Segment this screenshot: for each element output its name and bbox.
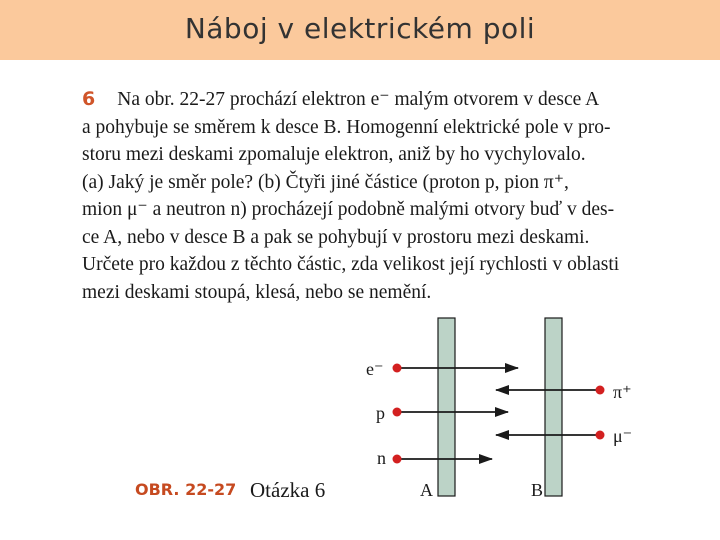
electron-label: e⁻	[366, 359, 384, 379]
pion-dot	[596, 386, 605, 395]
plate-a	[438, 318, 455, 496]
problem-line-4: (a) Jaký je směr pole? (b) Čtyři jiné částice (proton p, pion π⁺,	[82, 171, 569, 193]
plate-a-label: A	[420, 480, 433, 500]
pion-label: π⁺	[613, 382, 632, 402]
muon-label: μ⁻	[613, 426, 633, 446]
neutron-dot	[393, 455, 402, 464]
muon-dot	[596, 431, 605, 440]
problem-line-8: mezi deskami stoupá, klesá, nebo se nemění.	[82, 281, 432, 303]
problem-line-2: a pohybuje se směrem k desce B. Homogenní elektrické pole v pro-	[82, 116, 611, 138]
figure-label: OBR. 22-27	[135, 480, 237, 499]
problem-line-3: storu mezi deskami zpomaluje elektron, aniž by ho vychylovalo.	[82, 144, 586, 165]
figure-caption: Otázka 6	[250, 478, 326, 502]
problem-line-7: Určete pro každou z těchto částic, zda velikost její rychlosti v oblasti	[82, 254, 620, 275]
neutron-label: n	[377, 448, 386, 468]
proton-dot	[393, 408, 402, 417]
electron-dot	[393, 364, 402, 373]
plate-b	[545, 318, 562, 496]
proton-label: p	[376, 403, 385, 423]
page-title: Náboj v elektrickém poli	[184, 12, 536, 45]
problem-line-5: mion μ⁻ a neutron n) procházejí podobně malými otvory buď v des-	[82, 199, 615, 220]
problem-line-text: Na obr. 22-27 prochází elektron e⁻ malým otvorem v desce A	[117, 89, 600, 110]
plate-b-label: B	[531, 480, 544, 500]
problem-number: 6	[82, 88, 96, 110]
problem-line-6: ce A, nebo v desce B a pak se pohybují v prostoru mezi deskami.	[82, 226, 590, 248]
